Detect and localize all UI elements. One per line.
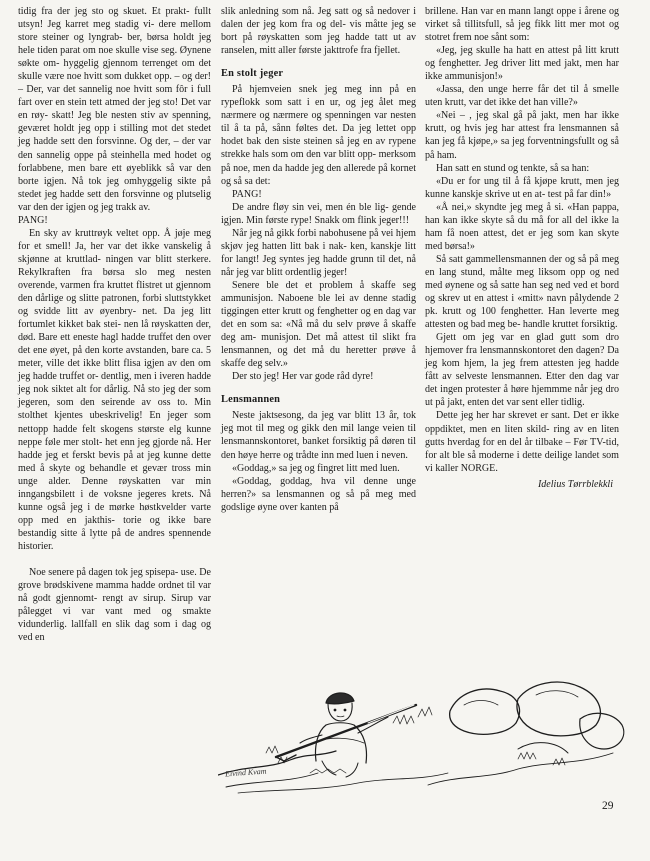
paragraph: Så satt gammellensmannen der og så på meg en lang stund, målte meg liksom opp og ned med øynene og så satte han seg ned ved et bord og skrev ut en attest i «mitt» navn pålydende 2 pk. krutt og 100 fenghetter. Han leverte meg attesten og bad meg be- handle kruttet forsiktig. — [425, 253, 619, 331]
paragraph: tidig fra der jeg sto og skuet. Et prakt- fullt utsyn! Jeg karret meg stadig vi- dere mellom store steiner og lyngrab- ber, børsa holdt jeg hele tiden parat om noe skulle vise seg. Øynene søkte om- hyggelig gjennom terrenget om det skulle være noe hvitt som dukket opp. – og der! – Der, var det sannelig noe hvitt som fôr i full fart over en stein tett atmed der jeg sto! Det var en røy- skatt! Jeg ble nesten stiv av spenning, geværet holdt jeg opp i stilling mot det stedet jeg hadde sett den forsvinne. Og der, – der var den sannelig oppe på steinhella med hodet og forlabbene, men bare ett øyeblikk så var den borte igjen. Nå tok jeg omhyggelig sikte på stedet jeg hadde sett den forsvinne og plutselig var den der igjen og jeg trakk av. — [18, 6, 211, 213]
paragraph: Gjett om jeg var en glad gutt som dro hjemover fra lensmannskontoret den dagen? Da jeg kom hjem, la jeg frem attesten jeg hadde fått av selveste lensmannen. Etter den dag var det ingen protester å høre hjemmme når jeg dro ut på jakt, enten det var sent eller tidlig. — [425, 332, 619, 409]
hunter-illustration — [218, 665, 628, 795]
paragraph: «Å nei,» skyndte jeg meg å si. «Han pappa, han kan ikke skyte så du må for all del ikke la ham få noen attest, det er jeg som kan skyte med børsa!» — [425, 201, 619, 252]
paragraph: «Nei – , jeg skal gå på jakt, men har ikke krutt, og hvis jeg har attest fra lensmannen så kan jeg få kjøpe,» sa jeg forventningsfullt og så på ham. — [425, 110, 619, 161]
section-heading: Lensmannen — [221, 394, 281, 406]
paragraph: «Du er for ung til å få kjøpe krutt, men jeg kunne kanskje skrive ut en at- test på far din!» — [425, 175, 619, 200]
paragraph: «Jassa, den unge herre får det til å smelle uten krutt, var det ikke det han ville?» — [425, 84, 619, 109]
paragraph: Der sto jeg! Her var gode råd dyre! — [232, 371, 374, 383]
paragraph: Når jeg nå gikk forbi nabohusene på vei hjem skjøv jeg hatten litt bak i nak- ken, kanskje litt for langt! Jeg syntes jeg hadde grunn til det, nå når jeg var blitt ordentlig jeger! — [221, 227, 416, 278]
paragraph: PANG! — [232, 188, 262, 200]
paragraph: Han satt en stund og tenkte, så sa han: — [436, 162, 590, 174]
paragraph: «Goddag, goddag, hva vil denne unge herren?» sa lensmannen og så på meg med godslige øyne over kanten på — [221, 475, 416, 513]
paragraph: PANG! — [18, 214, 48, 226]
paragraph: Noe senere på dagen tok jeg spisepa- use. De grove brødskivene mamma hadde ordnet til var nå godt gjennomt- rengt av sirup. Sirup var pålegget vi var vant med og smakte vidunderlig. lallfall en slik dag som i dag og ved en — [18, 566, 211, 644]
paragraph: Neste jaktsesong, da jeg var blitt 13 år, tok jeg mot til meg og gikk den mil lange veien til lensmannskontoret, banket forsiktig på døren til den høye herre og trådte inn med luen i neven. — [221, 410, 416, 461]
section-heading: En stolt jeger — [221, 68, 284, 80]
paragraph: Dette jeg her har skrevet er sant. Det er ikke oppdiktet, men en liten skild- ring av en liten gutts hverdag for en del år tilbake – Før TV-tid, for alt ble så moderne i dette deilige landet som vi kaller NORGE. — [425, 410, 619, 474]
article-column-2 — [221, 5, 416, 514]
author-signature: Idelius Tørrblekkli — [537, 478, 613, 490]
artist-signature: Eivind Kvam — [224, 766, 267, 779]
paragraph: De andre fløy sin vei, men én ble lig- gende igjen. Min første rype! Snakk om flink jeger!!! — [221, 201, 416, 226]
paragraph: slik anledning som nå. Jeg satt og så nedover i dalen der jeg kom fra og del- vis måtte jeg se bort på røyskatten som jeg hadde tatt ut av ranselen, mitt aller første jakttrofe fra fjellet. — [221, 6, 416, 57]
page-number: 29 — [602, 800, 614, 812]
paragraph: En sky av kruttrøyk veltet opp. Å jøje meg for et smell! Ja, her var det ikke vanskelig å skjønne at kruttlad- ningen var blitt sterkere. Rekylkraften fra børsa slo meg nesten overende, varmen fra kruttet flistret ut gjennom den dårlige og slitte patronen, forbi sluttstykket og svidde litt av øyenbry- net. Da jeg litt fortumlet kikket bak stei- nen lå røyskatten der, død. Bare ett eneste hagl hadde truffet den over det ene øyet, på den korte avstanden, bare ca. 5 meter, ville det ikke blitt flisa igjen av den om jeg hadde truffet or- dentlig, men i iveren hadde jeg nok siktet alt for dårlig. Nå sto jeg der som jegeren, som den seirende av oss to. Min stolthet kjentes ubeskrivelig! En jeger som nettopp hadde felt skogens største elg kunne neppe føle mer stolt- het enn jeg gjorde nå. Her hadde jeg et ferskt bevis på at jeg kunne dette med å skyte og behandle et gevær tross min unge alder. Denne røyskatten var min inngangsbilett i de voksne jegeres krets. Nå kunne også jeg i de mørke høstkvelder varte opp med en jakthis- torie og ikke bare bestandig sitte å lytte på de andres spennende historier. — [18, 227, 211, 552]
paragraph: «Jeg, jeg skulle ha hatt en attest på litt krutt og fenghetter. Jeg driver litt med jakt, men har ikke ammunisjon!» — [425, 45, 619, 83]
paragraph: På hjemveien snek jeg meg inn på en rypeflokk som satt i en ur, og jeg ålet meg nærmere og nærmere og spenningen var nesten til å ta på, sånn føltes det. Da jeg lettet opp hodet bak den siste steinen så jeg en av rypene strekke hals som om den var blitt opp- merksom på noe, men da hadde jeg den allerede på kornet og så sa det: — [221, 84, 416, 187]
article-column-3 — [425, 5, 619, 491]
paragraph: Senere ble det et problem å skaffe seg ammunisjon. Naboene ble lei av denne stadig tiggingen etter krutt og fenghetter og en dag var det en som sa: «Nå må du selv prøve å skaffe deg am- munisjon. Det må attest til slikt fra lensmannen, og det må du heretter prøve å skaffe deg selv.» — [221, 279, 416, 370]
paragraph: brillene. Han var en mann langt oppe i årene og virket så tillitsfull, så jeg fikk litt mer mot og stotret frem noe sånt som: — [425, 6, 619, 44]
article-column-1 — [18, 5, 211, 644]
paragraph: «Goddag,» sa jeg og fingret litt med luen. — [232, 462, 400, 474]
